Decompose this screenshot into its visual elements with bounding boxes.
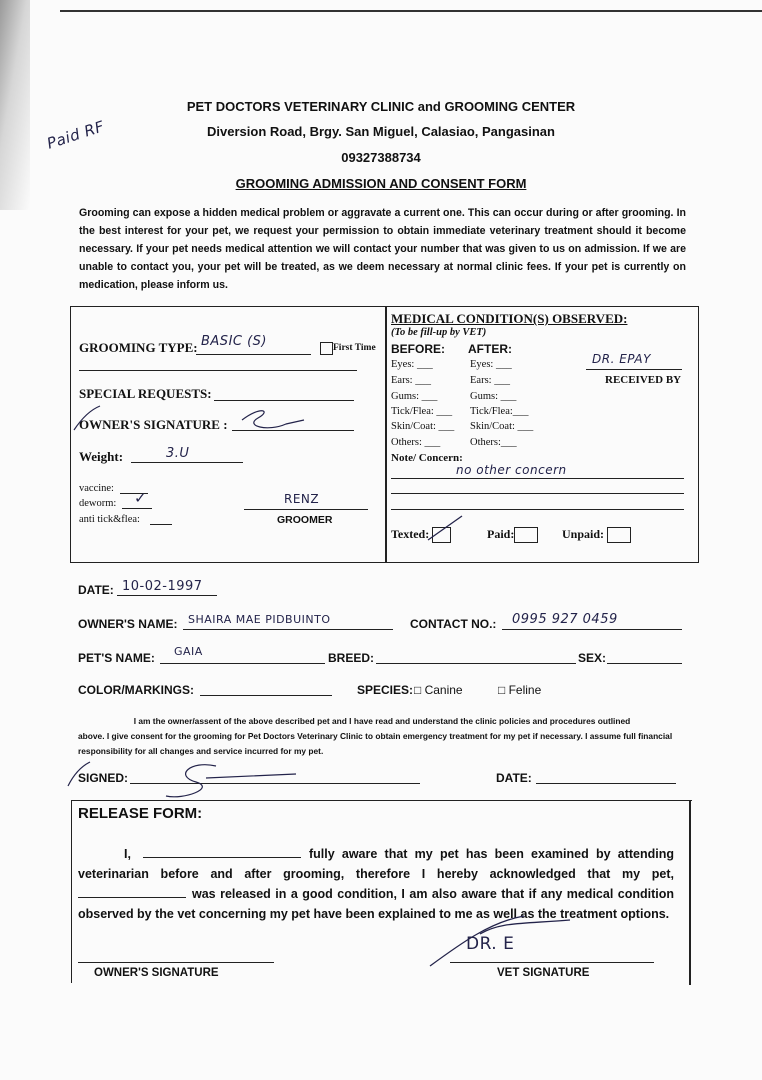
grooming-type-line bbox=[196, 354, 311, 355]
deworm-line bbox=[122, 508, 152, 509]
after-others: Others:___ bbox=[470, 437, 517, 448]
paid-label bbox=[487, 527, 538, 543]
owner-signature-label: OWNER'S SIGNATURE : bbox=[79, 417, 228, 432]
species-label: SPECIES: bbox=[357, 683, 414, 697]
pet-name-label: PET'S NAME: bbox=[78, 651, 155, 665]
deworm-label: deworm: bbox=[79, 498, 117, 509]
special-requests-line bbox=[214, 400, 354, 401]
first-time-label: First Time bbox=[333, 343, 376, 353]
groomer-label: GROOMER bbox=[277, 514, 333, 526]
before-others: Others: ___ bbox=[391, 437, 441, 448]
owner-signature-scribble bbox=[72, 402, 322, 442]
contact-value: 0995 927 0459 bbox=[512, 612, 618, 627]
texted-check-mark bbox=[426, 514, 466, 544]
weight-value: 3.U bbox=[166, 446, 190, 461]
unpaid-checkbox[interactable] bbox=[607, 527, 631, 543]
note-line-2 bbox=[391, 493, 684, 494]
release-paragraph bbox=[78, 844, 674, 924]
release-text-1: fully aware that my pet has been examined by attending veterinarian before and after grooming, therefore I hereby acknowledged that my pet, bbox=[78, 847, 674, 881]
box-divider bbox=[385, 306, 387, 563]
unpaid-text: Unpaid: bbox=[562, 527, 605, 541]
received-by-line bbox=[586, 369, 682, 370]
unpaid-label bbox=[562, 527, 631, 543]
before-skin: Skin/Coat: ___ bbox=[391, 421, 455, 432]
note-line-3 bbox=[391, 509, 684, 510]
vet-sig-label: VET SIGNATURE bbox=[497, 967, 590, 979]
paid-checkbox[interactable] bbox=[514, 527, 538, 543]
release-right-line bbox=[689, 800, 691, 985]
form-title: GROOMING ADMISSION AND CONSENT FORM bbox=[235, 176, 527, 191]
before-eyes: Eyes: ___ bbox=[391, 359, 433, 370]
signed-date-label: DATE: bbox=[496, 771, 532, 785]
pet-name-line bbox=[160, 663, 325, 664]
clinic-address: Diversion Road, Brgy. San Miguel, Calasiao, Pangasinan bbox=[207, 124, 555, 139]
after-skin: Skin/Coat: ___ bbox=[470, 421, 534, 432]
note-label: Note/ Concern: bbox=[391, 452, 463, 464]
note-value: no other concern bbox=[456, 463, 567, 477]
intro-paragraph: Grooming can expose a hidden medical problem or aggravate a current one. This can occur during or after grooming. In the best interest for your pet, we request your permission to obtain immediate veterinary treatment should it become necessary. If your pet needs medical attention we will contact your number that was given to us on admission. If we are unable to contact you, your pet will be treated, as we deem necessary at normal clinic fees. If your pet is currently on medication, please inform us. bbox=[79, 207, 686, 291]
date-label: DATE: bbox=[78, 583, 114, 597]
groomer-line bbox=[244, 509, 368, 510]
sex-line bbox=[607, 663, 682, 664]
top-edge-line bbox=[60, 10, 762, 12]
special-requests-label: SPECIAL REQUESTS: bbox=[79, 386, 212, 401]
first-time-checkbox[interactable] bbox=[320, 342, 333, 355]
medical-title: MEDICAL CONDITION(S) OBSERVED: bbox=[391, 311, 628, 326]
release-text-2: was released in a good condition, I am also aware that if any medical condition observed by the vet concerning my pet have been explained to me as well as the treatment options. bbox=[78, 887, 674, 921]
before-tick: Tick/Flea: ___ bbox=[391, 406, 453, 417]
grooming-type-label: GROOMING TYPE: bbox=[79, 340, 198, 355]
feline-option[interactable]: □ Feline bbox=[498, 683, 542, 697]
grooming-type-line-2 bbox=[79, 370, 357, 371]
received-by-signature: DR. EPAY bbox=[592, 352, 651, 366]
weight-label: Weight: bbox=[79, 449, 124, 464]
release-i: I, bbox=[124, 847, 131, 861]
canine-option[interactable]: □ Canine bbox=[414, 683, 463, 697]
contact-line bbox=[502, 629, 682, 630]
weight-line bbox=[131, 462, 243, 463]
note-line-1 bbox=[391, 478, 684, 479]
pet-name-value: GAIA bbox=[174, 645, 203, 658]
clinic-phone: 09327388734 bbox=[341, 150, 421, 165]
owner-name-value: SHAIRA MAE PIDBUINTO bbox=[188, 613, 331, 626]
owner-sig-line bbox=[78, 962, 274, 963]
date-line bbox=[117, 595, 217, 596]
after-eyes: Eyes: ___ bbox=[470, 359, 512, 370]
signed-date-line bbox=[536, 783, 676, 784]
owner-name-label: OWNER'S NAME: bbox=[78, 617, 178, 631]
before-label: BEFORE: bbox=[391, 342, 445, 356]
texted-text: Texted: bbox=[391, 527, 430, 541]
owner-sig-label: OWNER'S SIGNATURE bbox=[94, 967, 219, 979]
after-label: AFTER: bbox=[468, 342, 512, 356]
deworm-check: ✓ bbox=[134, 489, 148, 507]
consent-line-1: I am the owner/assent of the above described pet and I have read and understand the clinic policies and procedures outlined bbox=[133, 716, 631, 726]
grooming-type-value: BASIC (S) bbox=[201, 334, 268, 349]
medical-subtitle: (To be fill-up by VET) bbox=[391, 327, 487, 338]
breed-line bbox=[376, 663, 576, 664]
date-value: 10-02-1997 bbox=[122, 579, 203, 594]
vet-signature: DR. E bbox=[466, 934, 515, 954]
anti-tick-label: anti tick&flea: bbox=[79, 514, 140, 525]
clinic-name: PET DOCTORS VETERINARY CLINIC and GROOMING CENTER bbox=[186, 99, 576, 114]
before-ears: Ears: ___ bbox=[391, 375, 431, 386]
vet-sig-line bbox=[450, 962, 654, 963]
signed-label: SIGNED: bbox=[78, 771, 129, 785]
color-line bbox=[200, 695, 332, 696]
paid-text: Paid: bbox=[487, 527, 515, 541]
release-pet-line bbox=[78, 885, 186, 898]
breed-label: BREED: bbox=[328, 651, 375, 665]
groomer-name: RENZ bbox=[284, 492, 320, 506]
anti-tick-line bbox=[150, 524, 172, 525]
after-gums: Gums: ___ bbox=[470, 391, 517, 402]
signed-signature-scribble bbox=[66, 756, 306, 802]
after-tick: Tick/Flea:___ bbox=[470, 406, 529, 417]
vaccine-label: vaccine: bbox=[79, 483, 114, 494]
contact-label: CONTACT NO.: bbox=[410, 617, 497, 631]
release-title: RELEASE FORM: bbox=[78, 805, 203, 822]
received-by-label: RECEIVED BY bbox=[605, 374, 682, 386]
owner-name-line bbox=[183, 629, 393, 630]
release-name-line bbox=[143, 845, 301, 858]
consent-line-2: above. I give consent for the grooming for Pet Doctors Veterinary Clinic to obtain emergency treatment for my pet if necessary. I assume full financial responsibility for all changes and service incurred for my pet. bbox=[78, 731, 673, 756]
after-ears: Ears: ___ bbox=[470, 375, 510, 386]
color-label: COLOR/MARKINGS: bbox=[78, 683, 194, 697]
sex-label: SEX: bbox=[578, 651, 607, 665]
before-gums: Gums: ___ bbox=[391, 391, 438, 402]
paid-note: Paid RF bbox=[44, 117, 107, 153]
